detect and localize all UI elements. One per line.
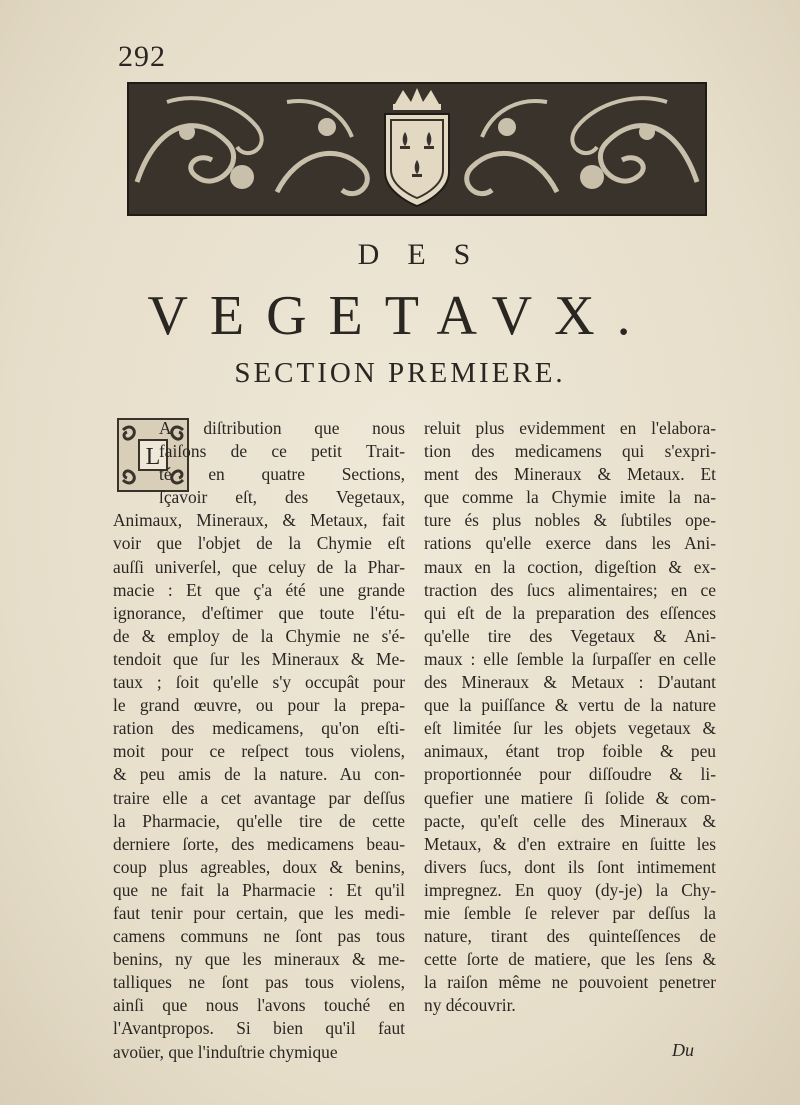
page-number: 292 bbox=[118, 40, 166, 73]
text-line: le grand œuvre, ou pour la prepa- bbox=[113, 695, 405, 716]
title-line-vegetaux: VEGETAVX. bbox=[147, 285, 653, 347]
text-line: traction des ſucs alimentaires; en ce bbox=[424, 579, 716, 600]
text-line: ny découvrir. bbox=[424, 995, 516, 1016]
text-line: faiſons de ce petit Trait- bbox=[159, 441, 405, 462]
text-line: maux en la coction, digeſtion & ex- bbox=[424, 556, 716, 577]
text-line: mie ſemble ſe relever par deſſus la bbox=[424, 902, 716, 923]
text-line: ration des medicamens, qu'on eſti- bbox=[113, 718, 405, 739]
text-line: des Mineraux & Metaux : D'autant bbox=[424, 672, 716, 693]
ornamental-headpiece bbox=[127, 82, 707, 216]
text-line: maux : elle ſemble la ſurpaſſer en celle bbox=[424, 648, 716, 669]
title-line-des: DES bbox=[357, 238, 499, 271]
text-line: impregnez. En quoy (dy-je) la Chy- bbox=[424, 879, 716, 900]
text-line: avoüer, que l'induſtrie chymique bbox=[113, 1041, 338, 1062]
text-line: que comme la Chymie imite la na- bbox=[424, 487, 716, 508]
text-line: camens communs ne ſont pas tous bbox=[113, 926, 405, 947]
right-column bbox=[424, 417, 716, 1017]
text-line: auſſi univerſel, que celuy de la Phar- bbox=[113, 556, 405, 577]
text-line: tion des medicamens qui s'expri- bbox=[424, 441, 716, 462]
text-line: & peu amis de la nature. Au con- bbox=[113, 764, 405, 785]
text-line: quefier une matiere ſi ſolide & com- bbox=[424, 787, 716, 808]
drop-cap-letter: L bbox=[145, 444, 161, 470]
text-line: ſçavoir eſt, des Vegetaux, bbox=[159, 487, 405, 508]
catchword: Du bbox=[672, 1040, 694, 1060]
text-line: que la puiſſance & vertu de la nature bbox=[424, 695, 716, 716]
text-line: ainſi que nous l'avons touché en bbox=[113, 995, 405, 1016]
text-line: coup plus agreables, doux & benins, bbox=[113, 856, 405, 877]
text-line: Animaux, Mineraux, & Metaux, fait bbox=[113, 510, 405, 531]
text-line: qui eſt de la preparation des eſſences bbox=[424, 602, 716, 623]
text-line: nature, tirant des quinteſſences de bbox=[424, 926, 716, 947]
text-line: l'Avantpropos. Si bien qu'il faut bbox=[113, 1018, 405, 1039]
text-line: benins, ny que les mineraux & me- bbox=[113, 949, 405, 970]
text-line: taux ; ſoit qu'elle s'y occupât pour bbox=[113, 672, 405, 693]
text-line: divers ſucs, dont ils ſont intimement bbox=[424, 856, 716, 877]
text-line: cette ſorte de matiere, que les ſens & bbox=[424, 949, 716, 970]
text-line: Metaux, & d'en extraire en ſuitte les bbox=[424, 833, 716, 854]
text-line: ignorance, d'eſtimer que toute l'étu- bbox=[113, 602, 405, 623]
text-line: pacte, qu'eſt celle des Mineraux & bbox=[424, 810, 716, 831]
text-line: la Pharmacie, qu'elle tire de cette bbox=[113, 810, 405, 831]
text-line: faut tenir pour certain, que les medi- bbox=[113, 902, 405, 923]
text-line: proportionnée pour diſſoudre & li- bbox=[424, 764, 716, 785]
text-line: ture és plus nobles & ſubtiles ope- bbox=[424, 510, 716, 531]
text-line: la raiſon même ne pouvoient penetrer bbox=[424, 972, 716, 993]
text-line: A diſtribution que nous bbox=[159, 418, 405, 438]
text-line: macie : Et que ç'a été une grande bbox=[113, 579, 405, 600]
text-line: voir que l'objet de la Chymie eſt bbox=[113, 533, 405, 554]
text-line: eſt limitée ſur les objets vegetaux & bbox=[424, 718, 716, 739]
text-line: té en quatre Sections, bbox=[159, 464, 405, 485]
section-subtitle: SECTION PREMIERE. bbox=[234, 357, 566, 389]
text-line: qu'elle tire des Vegetaux & Ani- bbox=[424, 625, 716, 646]
text-line: rations qu'elle exerce dans les Ani- bbox=[424, 533, 716, 554]
text-line: derniere ſorte, des medicamens beau- bbox=[113, 833, 405, 854]
text-line: ment des Mineraux & Metaux. Et bbox=[424, 464, 716, 485]
text-line: que ne fait la Pharmacie : Et qu'il bbox=[113, 879, 405, 900]
text-line: traire elle a cet avantage par deſſus bbox=[113, 787, 405, 808]
text-line: talliques ne ſont pas tous violens, bbox=[113, 972, 405, 993]
text-line: moit pour ce reſpect tous violens, bbox=[113, 741, 405, 762]
text-line: de & employ de la Chymie ne s'é- bbox=[113, 625, 405, 646]
text-line: reluit plus evidemment en l'elabora- bbox=[424, 418, 716, 438]
text-line: tendoit que ſur les Mineraux & Me- bbox=[113, 648, 405, 669]
left-column bbox=[113, 417, 405, 1064]
text-line: animaux, étant trop foible & peu bbox=[424, 741, 716, 762]
